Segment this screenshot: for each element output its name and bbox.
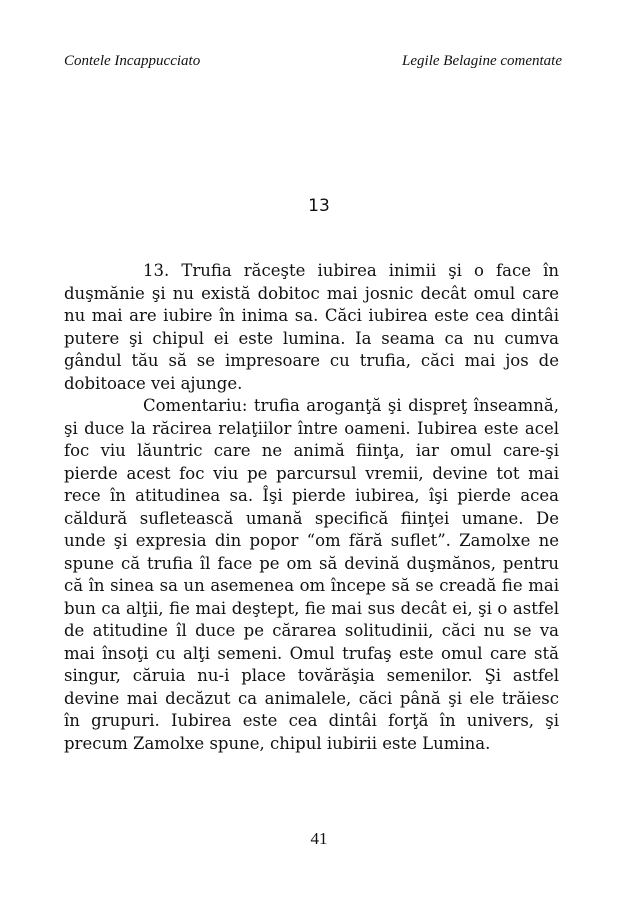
running-header: [64, 53, 562, 70]
law-paragraph: 13. Trufia răceşte iubirea inimii şi o face în duşmănie şi nu există dobitoc mai josnic decât omul care nu mai are iubire în inima sa. Căci iubirea este cea dintâi putere şi chipul ei este lumina. Ia seama ca nu cumva gândul tău să se impresoare cu trufia, căci mai jos de dobitoace vei ajunge.: [64, 261, 559, 393]
header-book-title: Legile Belagine comentate: [402, 53, 562, 69]
commentary-paragraph: Comentariu: trufia aroganţă şi dispreţ înseamnă, şi duce la răcirea relaţiilor între oameni. Iubirea este acel foc viu lăuntric care ne animă fiinţa, iar omul care-şi pierde acest foc viu pe parcursul vremii, devine tot mai rece în atitudinea sa. Îşi pierde iubirea, îşi pierde acea căldură sufletească umană specifică fiinţei umane. De unde şi expresia din popor “om fără suflet”. Zamolxe ne spune că trufia îl face pe om să devină duşmănos, pentru că în sinea sa un asemenea om începe să se creadă fie mai bun ca alţii, fie mai deştept, fie mai sus decât ei, şi o astfel de atitudine îl duce pe cărarea solitudinii, căci nu se va mai însoţi cu alţi semeni. Omul trufaş este omul care stă singur, căruia nu-i place tovărăşia semenilor. Şi astfel devine mai decăzut ca animalele, căci până şi ele trăiesc în grupuri. Iubirea este cea dintâi forţă în univers, şi precum Zamolxe spune, chipul iubirii este Lumina.: [64, 396, 559, 753]
chapter-number: 13: [308, 196, 330, 216]
page-number: 41: [310, 829, 328, 848]
main-text: [64, 260, 559, 755]
header-author: Contele Incappucciato: [64, 53, 201, 69]
